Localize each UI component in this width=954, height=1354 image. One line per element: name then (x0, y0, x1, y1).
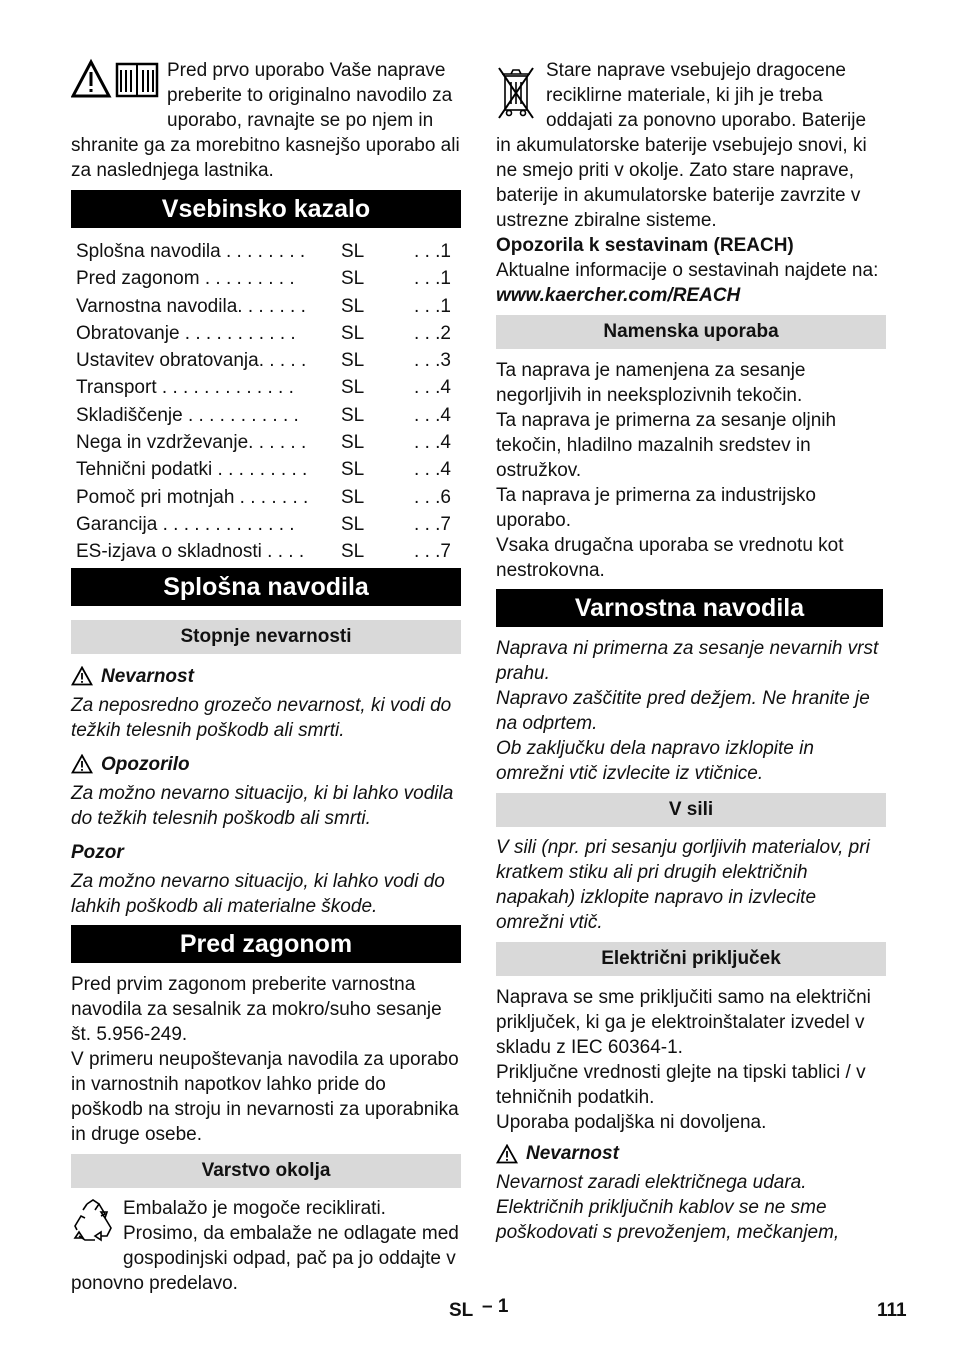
old-devices-text: Stare naprave vsebujejo dragocene reciklirne materiale, ki jih je treba oddajati za ponovno uporabo. Baterije in akumulatorske baterije vsebujejo snovi, ki ne smejo priti v okolje. Zato stare naprave, baterije in akumulatorske baterije zavrzite v ustrezne zbiralne sisteme. (496, 60, 867, 231)
toc-row (71, 320, 461, 347)
toc-entry-title: Skladiščenje (76, 404, 183, 426)
toc-entry-page: . . .4 (414, 377, 451, 399)
toc-entry-title: Splošna navodila (76, 241, 221, 262)
reach-link[interactable]: www.kaercher.com/REACH (496, 285, 741, 306)
toc-entry-lang: SL (341, 404, 365, 426)
toc-table (71, 238, 461, 566)
safety-p1: Naprava ni primerna za sesanje nevarnih vrst prahu. (496, 638, 879, 684)
toc-entry-dots: . . . . . . . . . . . . . (156, 377, 294, 399)
toc-row (71, 429, 461, 456)
electrical-danger-label: Nevarnost (496, 1141, 886, 1166)
general-heading: Splošna navodila (71, 568, 461, 606)
safety-p3: Ob zaključku dela napravo izklopite in omrežni vtič izvlecite iz vtičnice. (496, 738, 814, 784)
toc-entry-title: Obratovanje (76, 322, 180, 344)
electrical-p2: Priključne vrednosti glejte na tipski tablici / v tehničnih podatkih. (496, 1062, 866, 1108)
toc-entry-dots: . . . . . . . . . . . . . (157, 513, 295, 535)
toc-entry-title: Tehnični podatki (76, 459, 213, 481)
toc-entry-page: . . .3 (414, 350, 451, 372)
intro-block (71, 58, 461, 185)
warning-triangle-icon (71, 754, 93, 774)
toc-entry-lang: SL (341, 377, 365, 399)
electrical-heading: Električni priključek (496, 942, 886, 976)
toc-entry-lang: SL (341, 322, 365, 344)
toc-entry-title: Varnostna navodila (76, 295, 238, 317)
old-devices-block (496, 58, 886, 233)
toc-entry-page: . . .4 (414, 432, 451, 454)
toc-entry-page: . . .7 (414, 541, 451, 563)
packaging-text: Embalažo je mogoče reciklirati. Prosimo, da embalaže ne odlagate med gospodinjski odpad, pač pa jo oddajte v ponovno predelavo. (71, 1197, 459, 1294)
toc-entry-page: . . .1 (414, 268, 451, 290)
electrical-danger-text: Nevarnost zaradi električnega udara. Električnih priključnih kablov se ne sme poškodovati s prevoženjem, mečkanjem, (496, 1172, 840, 1243)
warning-triangle-icon (71, 666, 93, 686)
intended-use-heading: Namenska uporaba (496, 315, 886, 349)
toc-entry-title: Ustavitev obratovanja (76, 350, 259, 372)
intended-use-p4: Vsaka drugačna uporaba se vrednotu kot nestrokovna. (496, 535, 844, 581)
hazard-levels-heading: Stopnje nevarnosti (71, 620, 461, 654)
electrical-p1: Naprava se sme priključiti samo na električni priključek, ki ga je elektroinštalater izvedel v skladu z IEC 60364-1. (496, 987, 871, 1058)
toc-entry-lang: SL (341, 295, 365, 317)
toc-entry-title: Pred zagonom (76, 268, 200, 290)
toc-row (71, 238, 461, 265)
toc-entry-lang: SL (341, 268, 365, 290)
before-start-p1: Pred prvim zagonom preberite varnostna navodila za sesalnik za mokro/suho sesanje št. 5.956-249. (71, 973, 442, 1045)
toc-entry-page: . . .7 (414, 513, 451, 535)
danger-text: Za neposredno grozečo nevarnost, ki vodi do težkih telesnih poškodb ali smrti. (71, 694, 452, 741)
toc-row (71, 347, 461, 374)
toc-entry-lang: SL (341, 350, 365, 372)
toc-entry-dots: . . . . . . . (234, 486, 309, 508)
warning-text: Za možno nevarno situacijo, ki bi lahko vodila do težkih telesnih poškodb ali smrti. (71, 782, 454, 829)
intended-use-p2: Ta naprava je primerna za sesanje oljnih tekočin, hladilno mazalnih sredstev in ostružkov. (496, 410, 837, 481)
toc-row (71, 402, 461, 429)
danger-label: Nevarnost (71, 664, 461, 689)
reach-text: Aktualne informacije o sestavinah najdete na: (496, 260, 879, 281)
toc-entry-lang: SL (341, 541, 365, 563)
toc-entry-lang: SL (341, 241, 365, 262)
toc-entry-dots: . . . . . . . . . . . (179, 322, 296, 344)
caution-label: Pozor (71, 841, 124, 863)
toc-entry-dots: . . . . . . . . . (199, 268, 295, 290)
intended-use-p3: Ta naprava je primerna za industrijsko uporabo. (496, 485, 816, 531)
environment-heading: Varstvo okolja (71, 1154, 461, 1188)
caution-text: Za možno nevarno situacijo, ki lahko vodi do lahkih poškodb ali materialne škode. (71, 870, 445, 917)
toc-row (71, 293, 461, 320)
toc-row (71, 456, 461, 483)
toc-entry-lang: SL (341, 486, 365, 508)
reach-title: Opozorila k sestavinam (REACH) (496, 235, 794, 256)
toc-entry-dots: . . . . (261, 541, 305, 563)
page-number: 111 (877, 1300, 907, 1321)
toc-entry-page: . . .1 (414, 295, 451, 317)
warning-triangle-icon (496, 1144, 518, 1164)
toc-entry-title: ES-izjava o skladnosti (76, 541, 262, 563)
toc-entry-dots: . . . . . (258, 350, 307, 372)
safety-p2: Napravo zaščitite pred dežjem. Ne hranite je na odprtem. (496, 688, 870, 734)
toc-row (71, 265, 461, 292)
left-column (71, 58, 461, 1296)
toc-row (71, 374, 461, 401)
emergency-heading: V sili (496, 793, 886, 827)
toc-entry-dots: . . . . . . (248, 432, 307, 454)
footer-lang: SL (449, 1300, 474, 1321)
warning-label: Opozorilo (71, 752, 461, 777)
toc-entry-lang: SL (341, 432, 365, 454)
footer-section-page: – 1 (482, 1296, 509, 1317)
toc-entry-page: . . .1 (414, 241, 451, 262)
before-start-p2: V primeru neupoštevanja navodila za uporabo in varnostnih napotkov lahko pride do poškodb na stroju in nevarnosti za uporabnika in druge osebe. (71, 1048, 459, 1145)
toc-entry-dots: . . . . . . . . . (212, 459, 308, 481)
toc-entry-dots: . . . . . . . . (220, 241, 306, 262)
emergency-text: V sili (npr. pri sesanju gorljivih materialov, pri kratkem stiku ali pri drugih električnih napakah) izklopite napravo in izvlecite omrežni vtič. (496, 837, 870, 933)
toc-row (71, 484, 461, 511)
recycling-icon (71, 1198, 115, 1249)
toc-row (71, 511, 461, 538)
toc-entry-title: Garancija (76, 513, 158, 535)
toc-entry-title: Nega in vzdrževanje (76, 432, 249, 454)
toc-entry-dots: . . . . . . . . . . . (182, 404, 299, 426)
warning-manual-icon (71, 58, 159, 107)
right-column (496, 58, 886, 1245)
toc-entry-dots: . . . . . . . (237, 295, 306, 317)
toc-heading: Vsebinsko kazalo (71, 190, 461, 228)
intended-use-p1: Ta naprava je namenjena za sesanje negorljivih in neeksplozivnih tekočin. (496, 360, 806, 406)
toc-entry-lang: SL (341, 459, 365, 481)
toc-entry-title: Transport (76, 377, 157, 399)
toc-entry-page: . . .4 (414, 404, 451, 426)
toc-entry-lang: SL (341, 513, 365, 535)
crossed-bin-icon (496, 62, 538, 129)
packaging-block (71, 1196, 461, 1296)
electrical-p3: Uporaba podaljška ni dovoljena. (496, 1112, 767, 1133)
toc-entry-page: . . .6 (414, 486, 451, 508)
safety-heading: Varnostna navodila (496, 589, 883, 627)
before-start-heading: Pred zagonom (71, 925, 461, 963)
toc-entry-page: . . .2 (414, 322, 451, 344)
intro-text: Pred prvo uporabo Vaše naprave preberite to originalno navodilo za uporabo, ravnajte se po njem in shranite ga za morebitno kasnejšo uporabo ali za naslednjega lastnika. (71, 60, 460, 181)
toc-entry-title: Pomoč pri motnjah (76, 486, 235, 508)
toc-entry-page: . . .4 (414, 459, 451, 481)
toc-row (71, 538, 461, 565)
